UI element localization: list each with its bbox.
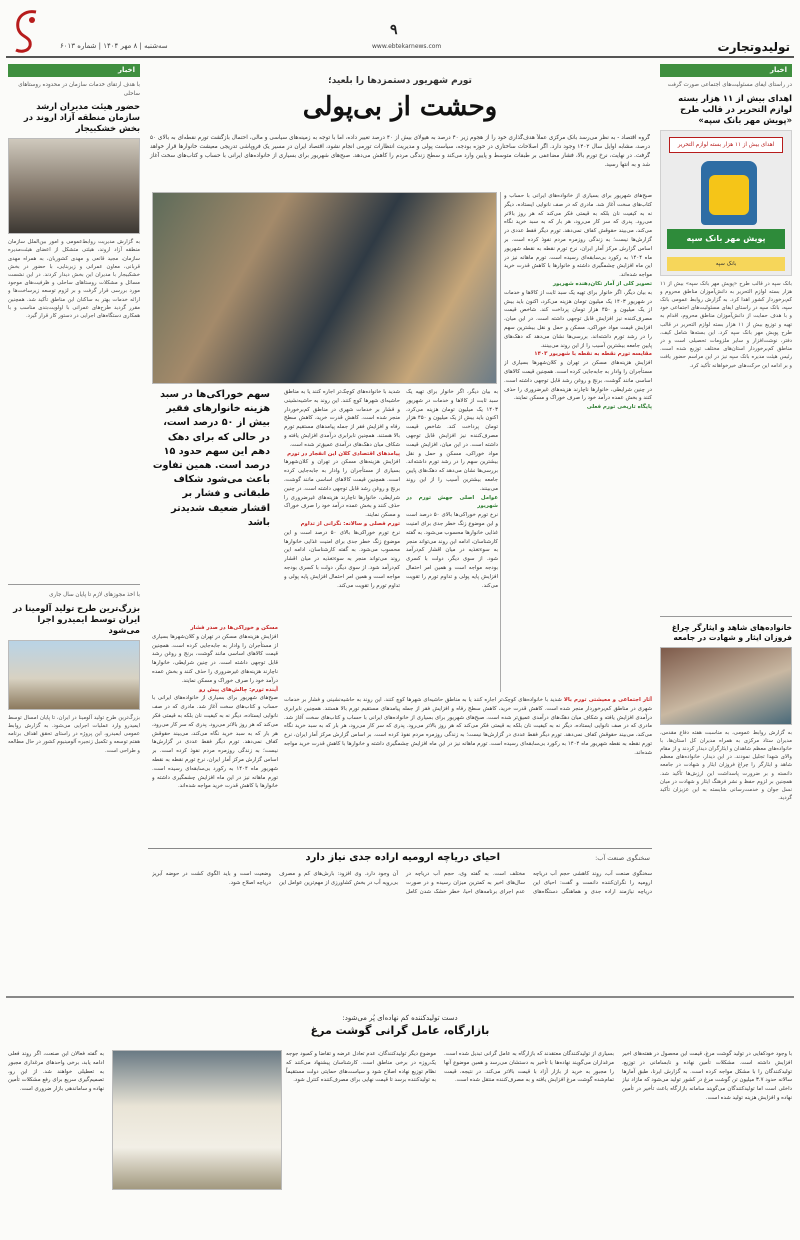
section-rule — [148, 848, 652, 849]
subhead-8: آینده تورم: چالش‌های پیش رو — [198, 686, 278, 693]
column-b-text-2: نرخ تورم خوراکی‌ها بالای ۵۰ درصد است و این موضوع زنگ خطر جدی برای امنیت غذایی خانوارها محسوب می‌شود. به گفته کارشناسان، ادامه این روند می‌تواند منجر به سوءتغذیه در میان اقشار کم‌درآمد شود. از سوی دیگر، دولت با کسری بودجه مواجه است و همین امر احتمال افزایش پایه پولی و تداوم تورم را تقویت می‌کند. — [406, 512, 498, 589]
column-rule — [500, 192, 501, 692]
column-e-text-2: صبح‌های شهریور برای بسیاری از خانواده‌های ایرانی با حساب و کتاب‌های سخت آغاز شد. مادری که در صف نانوایی ایستاده، دیگر نه به کیفیت نان بلکه به قیمتی فکر می‌کند که هر روز بالاتر می‌رود. پدری که سر کار می‌رود، هر بار که به سبد خرید نگاه می‌کند، می‌بیند حقوقش کفاف نمی‌دهد. تورم دیگر فقط عددی در گزارش‌ها نیست؛ به زندگی روزمره مردم نفوذ کرده است. بر اساس گزارش مرکز آمار ایران، نرخ تورم نقطه به نقطه شهریور ماه ۱۴۰۴ به رکورد بی‌سابقه‌ای رسیده است. تورم ماهانه نیز در این ماه افزایش چشمگیری داشته و خانوارها با کاهش قدرت خرید مواجه شده‌اند. — [284, 714, 652, 756]
school-bag-pocket — [709, 175, 749, 215]
urmia-headline: احیای دریاچه ارومیه اراده جدی نیاز دارد — [305, 852, 500, 863]
ad-banner: پویش مهر بانک سپه — [667, 229, 785, 249]
subhead-9: آثار اجتماعی و معیشتی تورم بالا — [563, 697, 652, 703]
subhead-1: تصویر کلی از آمار تکان‌دهنده شهریور — [552, 280, 652, 287]
alumina-plant-photo — [8, 640, 140, 710]
left-news-column — [8, 64, 140, 864]
column-d-text-2: صبح‌های شهریور برای بسیاری از خانواده‌های ایرانی با حساب و کتاب‌های سخت آغاز شد. مادری که در صف نانوایی ایستاده، دیگر نه به کیفیت نان بلکه به قیمتی فکر می‌کند که هر روز بالاتر می‌رود. پدری که سر کار می‌رود، هر بار که به سبد خرید نگاه می‌کند، می‌بیند حقوقش کفاف نمی‌دهد. تورم دیگر فقط عددی در گزارش‌ها نیست؛ به زندگی روزمره مردم نفوذ کرده است. بر اساس گزارش مرکز آمار ایران، نرخ تورم نقطه به نقطه شهریور ماه ۱۴۰۴ به رکورد بی‌سابقه‌ای رسیده است. تورم ماهانه نیز در این ماه افزایش چشمگیری داشته و خانوارها با کاهش قدرت خرید مواجه شده‌اند. — [152, 695, 278, 790]
right-news-column — [660, 64, 792, 965]
article-headline-left-2: بزرگ‌ترین طرح تولید آلومینا در ایران توسط ایمیدرو اجرا می‌شود — [13, 602, 140, 635]
pull-quote: سهم خوراکی‌ها در سبد هزینه خانوارهای فقیر بیش از ۵۰ درصد است، در حالی که برای دهک دهم این سهم حدود ۱۵ درصد است. همین تفاوت باعث می‌شود شکاف طبقاتی و فشار بر اقشار ضعیف شدیدتر باشد — [152, 389, 270, 528]
bottom-rule — [6, 996, 794, 998]
article-kicker: در راستای ایفای مسئولیت‌های اجتماعی صورت گرفت — [667, 82, 792, 88]
main-title: وحشت از بی‌پولی — [302, 92, 498, 122]
masthead — [0, 0, 800, 60]
main-lead: گروه اقتصاد - به نظر می‌رسد بانک مرکزی عملاً هدف‌گذاری خود را از هجوم زیر ۴۰ درصد به هیولای بیش از ۴۰ درصد تغییر داده، اما با توجه به زمینه‌های سیاسی و مالی، احتمال بازگشت تورم نقطه‌ای به بالای ۵۰ درصد، مشابه اوایل سال ۱۴۰۲ وجود دارد. اگر اصلاحات ساختاری در حوزه بودجه، سیاست پولی و مدیریت انتظارات تورمی انجام نشود، اقتصاد ایران در مسیر یک فروپاشی تدریجی معیشت خانوارها قرار خواهد گرفت. در نهایت، نرخ تورم بالا، فشار مضاعفی بر طبقات متوسط و پایین وارد می‌کند و سطح زندگی مردم را کاهش می‌دهد. صبح‌های شهریور برای بسیاری از خانواده‌های ایرانی با حساب و کتاب‌های سخت آغاز شد و به انتها رسید. — [150, 135, 651, 168]
column-a-text: صبح‌های شهریور برای بسیاری از خانواده‌های ایرانی با حساب و کتاب‌های سخت آغاز شد. مادری که در صف نانوایی ایستاده، دیگر نه به کیفیت نان بلکه به قیمتی فکر می‌کند که هر روز بالاتر می‌رود. پدری که سر کار می‌رود، هر بار که به سبد خرید نگاه می‌کند، می‌بیند حقوقش کفاف نمی‌دهد. تورم دیگر فقط عددی در گزارش‌ها نیست؛ به زندگی روزمره مردم نفوذ کرده است. بر اساس گزارش مرکز آمار ایران، نرخ تورم نقطه به نقطه شهریور ماه ۱۴۰۴ به رکورد بی‌سابقه‌ای رسیده است. تورم ماهانه نیز در این ماه افزایش چشمگیری داشته و خانوارها با کاهش قدرت خرید مواجه شده‌اند. — [504, 193, 652, 279]
urmia-body: سخنگوی صنعت آب، روند کاهشی حجم آب دریاچه ارومیه را نگران‌کننده دانست و گفت: احیای این دریاچه نیازمند اراده جدی و هماهنگی دستگاه‌های مختلف است. به گفته وی، حجم آب دریاچه در سال‌های اخیر به کمترین میزان رسیده و در صورت عدم اجرای برنامه‌های احیا، خطر خشک شدن کامل آن وجود دارد. وی افزود: بارش‌های کم و مصرف بی‌رویه آب در بخش کشاورزی از مهم‌ترین عوامل این وضعیت است و باید الگوی کشت در حوضه آبریز دریاچه اصلاح شود. — [152, 871, 652, 895]
masthead-rule — [6, 56, 794, 58]
column-d-text: افزایش هزینه‌های مسکن در تهران و کلان‌شهرها بسیاری از مستأجران را وادار به جابه‌جایی کرده است. همچنین قیمت کالاهای اساسی مانند گوشت، برنج و روغن رشد قابل توجهی داشته است. در چنین شرایطی، خانوارها ناچارند هزینه‌های غیرضروری را حذف کنند و بخش عمده درآمد خود را صرف خوراک و مسکن نمایند. — [152, 633, 278, 684]
subhead-7: مسکن و خوراکی‌ها در صدر فشار — [190, 625, 278, 631]
market-photo — [152, 192, 497, 384]
news-tab-left: اخبار — [8, 64, 140, 77]
poultry-farm-photo — [112, 1050, 282, 1190]
page-number: ۹ — [390, 22, 398, 38]
meeting-photo — [8, 138, 140, 234]
column-a-text-2: به بیان دیگر، اگر خانوار برای تهیه یک سبد ثابت از کالاها و خدمات در شهریور ۱۴۰۳ یک میلیون تومان هزینه می‌کرد، اکنون باید بیش از یک میلیون و ۴۵۰ هزار تومان پرداخت کند. شاخص قیمت مصرف‌کننده نیز افزایش قابل توجهی داشته است. در این میان، افزایش قیمت مواد خوراکی، مسکن و حمل و نقل بیشترین سهم را در رشد تورم داشته‌اند. بررسی‌ها نشان می‌دهد که دهک‌های پایین جامعه بیشترین آسیب را از این روند می‌بینند. — [504, 289, 652, 349]
article-kicker-left-2: با اخذ مجوزهای لازم تا پایان سال جاری — [49, 592, 140, 599]
column-e — [284, 696, 652, 844]
column-e-text: شدید با خانواده‌های کوچک‌تر اجاره کنند یا به مناطق حاشیه‌ای شهرها کوچ کنند. این روند به حاشیه‌نشینی و فشار بر خدمات شهری در مناطق کم‌برخوردار منجر شده است. کاهش قدرت خرید، کاهش سطح رفاه و افزایش فقر از جمله پیامدهای مستقیم تورم بالا هستند. همچنین نابرابری درآمدی افزایش یافته و شکاف میان دهک‌های درآمدی عمیق‌تر شده است. — [284, 697, 652, 721]
ad-heading: اهدای بیش از ۱۱ هزار بسته لوازم التحریر — [669, 137, 783, 153]
article-body: بانک سپه در قالب طرح «پویش مهر بانک سپه» بیش از ۱۱ هزار بسته لوازم التحریر به دانش‌آموزان مناطق محروم و کم‌برخوردار کشور اهدا کرد. به گزارش روابط عمومی بانک سپه، بانک سپه در راستای ایفای مسئولیت‌های اجتماعی خود و با هدف حمایت از دانش‌آموزان مناطق محروم، اقدام به تهیه و توزیع بیش از ۱۱ هزار بسته لوازم التحریر در قالب طرح پویش مهر بانک سپه کرد. این بسته‌ها شامل کیف، دفتر، نوشت‌افزار و سایر ملزومات تحصیلی است و در مناطق کم‌برخوردار استان‌های مختلف توزیع شده است. رئیس هیئت مدیره بانک سپه نیز در این مراسم حضور یافت و بر ادامه این حرکت‌های خیرخواهانه تأکید کرد. — [660, 280, 792, 369]
article-headline-2: خانواده‌های شاهد و ایثارگر چراغ فروزان ایثار و شهادت در جامعه — [671, 622, 792, 642]
bottom-col-2: بسیاری از تولیدکنندگان معتقدند که بازارگاه به عامل گرانی تبدیل شده است. مرغداران می‌گویند نهاده‌ها با تأخیر به دستشان می‌رسد و همین موضوع آنها را مجبور به خرید از بازار آزاد با قیمت بالاتر می‌کند. در نتیجه، قیمت تمام‌شده گوشت مرغ افزایش یافته و به مصرف‌کننده منتقل شده است. — [444, 1051, 614, 1084]
article-body-left: به گزارش مدیریت روابط‌عمومی و امور بین‌الملل سازمان منطقه آزاد اروند، هیئتی متشکل از اعضای هیئت‌مدیره سازمان، مجید قانعی و مهدی کشوریان، به همراه مهدی قربانی، معاون عمرانی و زیربنایی، با حضور در بخش خشکبیجار با مدیران این بخش دیدار کردند. در این نشست مسائل و مشکلات روستاهای ساحلی و ظرفیت‌های موجود مورد بررسی قرار گرفت و بر لزوم توسعه زیرساخت‌ها و ارائه خدمات بهتر به ساکنان این مناطق تأکید شد. همچنین مقرر گردید طرح‌های عمرانی با اولویت‌بندی مناسب و با همکاری دستگاه‌های اجرایی در دستور کار قرار گیرد. — [8, 239, 140, 320]
column-b — [406, 388, 498, 692]
article-photo-2 — [660, 647, 792, 725]
column-d — [152, 624, 278, 844]
bottom-col-3: موضوع دیگر تولیدکنندگان، عدم تعادل عرضه و تقاضا و کمبود جوجه یک‌روزه در برخی مناطق است. کارشناسان پیشنهاد می‌کنند که نظام توزیع نهاده اصلاح شود و سیاست‌های حمایتی دولت مستقیماً به تولیدکننده برسد تا قیمت نهایی برای مصرف‌کننده کنترل شود. — [286, 1051, 436, 1084]
subhead-6: تورم فصلی و سالانه: نگرانی از تداوم — [300, 520, 400, 527]
column-c-text: شدید با خانواده‌های کوچک‌تر اجاره کنند یا به مناطق حاشیه‌ای شهرها کوچ کنند. این روند به حاشیه‌نشینی و فشار بر خدمات شهری در مناطق کم‌برخوردار منجر شده است. کاهش قدرت خرید، کاهش سطح رفاه و افزایش فقر از جمله پیامدهای مستقیم تورم بالا هستند. همچنین نابرابری درآمدی افزایش یافته و شکاف میان دهک‌های درآمدی عمیق‌تر شده است. — [284, 389, 400, 448]
bottom-col-1: با وجود خودکفایی در تولید گوشت مرغ، قیمت این محصول در هفته‌های اخیر افزایش داشته است. مشکلات تأمین نهاده و نابسامانی در توزیع، تولیدکنندگان را با مشکل مواجه کرده است. به گزارش ایرنا، طبق آمارها سالانه حدود ۳.۷ میلیون تن گوشت مرغ در کشور تولید می‌شود که مازاد نیاز داخلی است اما تولیدکنندگان می‌گویند سامانه بازارگاه باعث تأخیر در تأمین نهاده و افزایش هزینه تولید شده است. — [622, 1051, 792, 1101]
issue-meta: سه‌شنبه | ۸ مهر ۱۴۰۴ | شماره ۶۰۱۳ — [60, 42, 168, 50]
bottom-title: بازارگاه، عامل گرانی گوشت مرغ — [310, 1024, 490, 1037]
news-tab: اخبار — [660, 64, 792, 77]
column-c-text-2: افزایش هزینه‌های مسکن در تهران و کلان‌شهرها بسیاری از مستأجران را وادار به جابه‌جایی کرده است. همچنین قیمت کالاهای اساسی مانند گوشت، برنج و روغن رشد قابل توجهی داشته است. در چنین شرایطی، خانوارها ناچارند هزینه‌های غیرضروری را حذف کنند و بخش عمده درآمد خود را صرف خوراک و مسکن نمایند. — [284, 459, 400, 519]
site-url[interactable]: www.ebtekarnews.com — [372, 43, 442, 50]
bottom-article — [0, 1000, 800, 1240]
divider-left — [8, 584, 140, 585]
main-article — [148, 64, 652, 192]
subhead-4: پایگاه تاریخی تورم فعلی — [586, 404, 652, 411]
sepah-bank-ad — [660, 130, 792, 276]
column-b-text: به بیان دیگر، اگر خانوار برای تهیه یک سبد ثابت از کالاها و خدمات در شهریور ۱۴۰۳ یک میلیون تومان هزینه می‌کرد، اکنون باید بیش از یک میلیون و ۴۵۰ هزار تومان پرداخت کند. شاخص قیمت مصرف‌کننده نیز افزایش قابل توجهی داشته است. در این میان، افزایش قیمت مواد خوراکی، مسکن و حمل و نقل بیشترین سهم را در رشد تورم داشته‌اند. بررسی‌ها نشان می‌دهد که دهک‌های پایین جامعه بیشترین آسیب را از این روند می‌بینند. — [406, 389, 498, 492]
ad-footer: بانک سپه — [667, 257, 785, 271]
main-kicker: تورم شهریور دستمزدها را بلعید؛ — [328, 76, 472, 86]
article-kicker-left: با هدف ارتقای خدمات سازمان در محدوده روستاهای ساحلی — [18, 82, 140, 97]
section-title: تولیدوتجارت — [717, 40, 790, 54]
article-headline: اهدای بیش از ۱۱ هزار بسته لوازم التحریر در قالب طرح «پویش مهر بانک سپه» — [678, 92, 792, 125]
column-c — [284, 388, 400, 692]
divider — [660, 616, 792, 617]
column-c-text-3: نرخ تورم خوراکی‌ها بالای ۵۰ درصد است و این موضوع زنگ خطر جدی برای امنیت غذایی خانوارها محسوب می‌شود. به گفته کارشناسان، ادامه این روند می‌تواند منجر به سوءتغذیه در میان اقشار کم‌درآمد شود. از سوی دیگر، دولت با کسری بودجه مواجه است و همین امر احتمال افزایش پایه پولی و تداوم تورم را تقویت می‌کند. — [284, 529, 400, 589]
bottom-kicker: دست تولیدکننده کم نهاده‌ای پُر می‌شود: — [342, 1014, 458, 1022]
subhead-3: مقایسه تورم نقطه به نقطه با شهریور ۱۴۰۳ — [534, 351, 652, 358]
bottom-col-4: به گفته فعالان این صنعت، اگر روند فعلی ادامه یابد، برخی واحدهای مرغداری مجبور به تعطیلی خواهند شد. از این رو، تصمیم‌گیری سریع برای رفع مشکلات تأمین نهاده و ساماندهی بازار ضروری است. — [8, 1051, 104, 1093]
urmia-kicker: سخنگوی صنعت آب: — [595, 854, 650, 862]
column-a-text-3: افزایش هزینه‌های مسکن در تهران و کلان‌شهرها بسیاری از مستأجران را وادار به جابه‌جایی کرده است. همچنین قیمت کالاهای اساسی مانند گوشت، برنج و روغن رشد قابل توجهی داشته است. در چنین شرایطی، خانوارها ناچارند هزینه‌های غیرضروری را حذف کنند و بخش عمده درآمد خود را صرف خوراک و مسکن نمایند. — [504, 360, 652, 402]
ebtekar-logo — [8, 6, 42, 56]
article-body-left-2: بزرگ‌ترین طرح تولید آلومینا در ایران، تا پایان امسال توسط ایمیدرو وارد عملیات اجرایی می‌شود. به گزارش روابط عمومی ایمیدرو، این پروژه در راستای تحقق اهداف برنامه هفتم توسعه و تکمیل زنجیره آلومینیوم کشور در حال مطالعه و طراحی است. — [8, 714, 140, 754]
subhead-5: پیامدهای اقتصادی کلان این انفجار در تورم — [287, 450, 400, 457]
article-headline-left: حضور هیئت مدیران ارشد سازمان منطقه آزاد اروند در بخش خشکبیجار — [23, 101, 140, 134]
article-body-2: به گزارش روابط عمومی، به مناسبت هفته دفاع مقدس، مدیران ستاد مرکزی به همراه مدیران کل استان‌ها، با خانواده‌های معظم شاهدان و ایثارگران دیدار کردند و از مقام والای شهدا تجلیل نمودند. در این دیدار، خانواده‌های معظم شاهد و ایثارگر را چراغ فروزان ایثار و شهادت در جامعه دانسته و بر ضرورت پاسداشت این ارزش‌ها تأکید شد. همچنین بر لزوم حفظ و نشر فرهنگ ایثار و شهادت در میان نسل جوان و خدمت‌رسانی شایسته به این عزیزان تأکید گردید. — [660, 729, 792, 802]
subhead-2: عوامل اصلی جهش تورم در شهریور — [406, 494, 498, 510]
column-a — [504, 192, 652, 692]
